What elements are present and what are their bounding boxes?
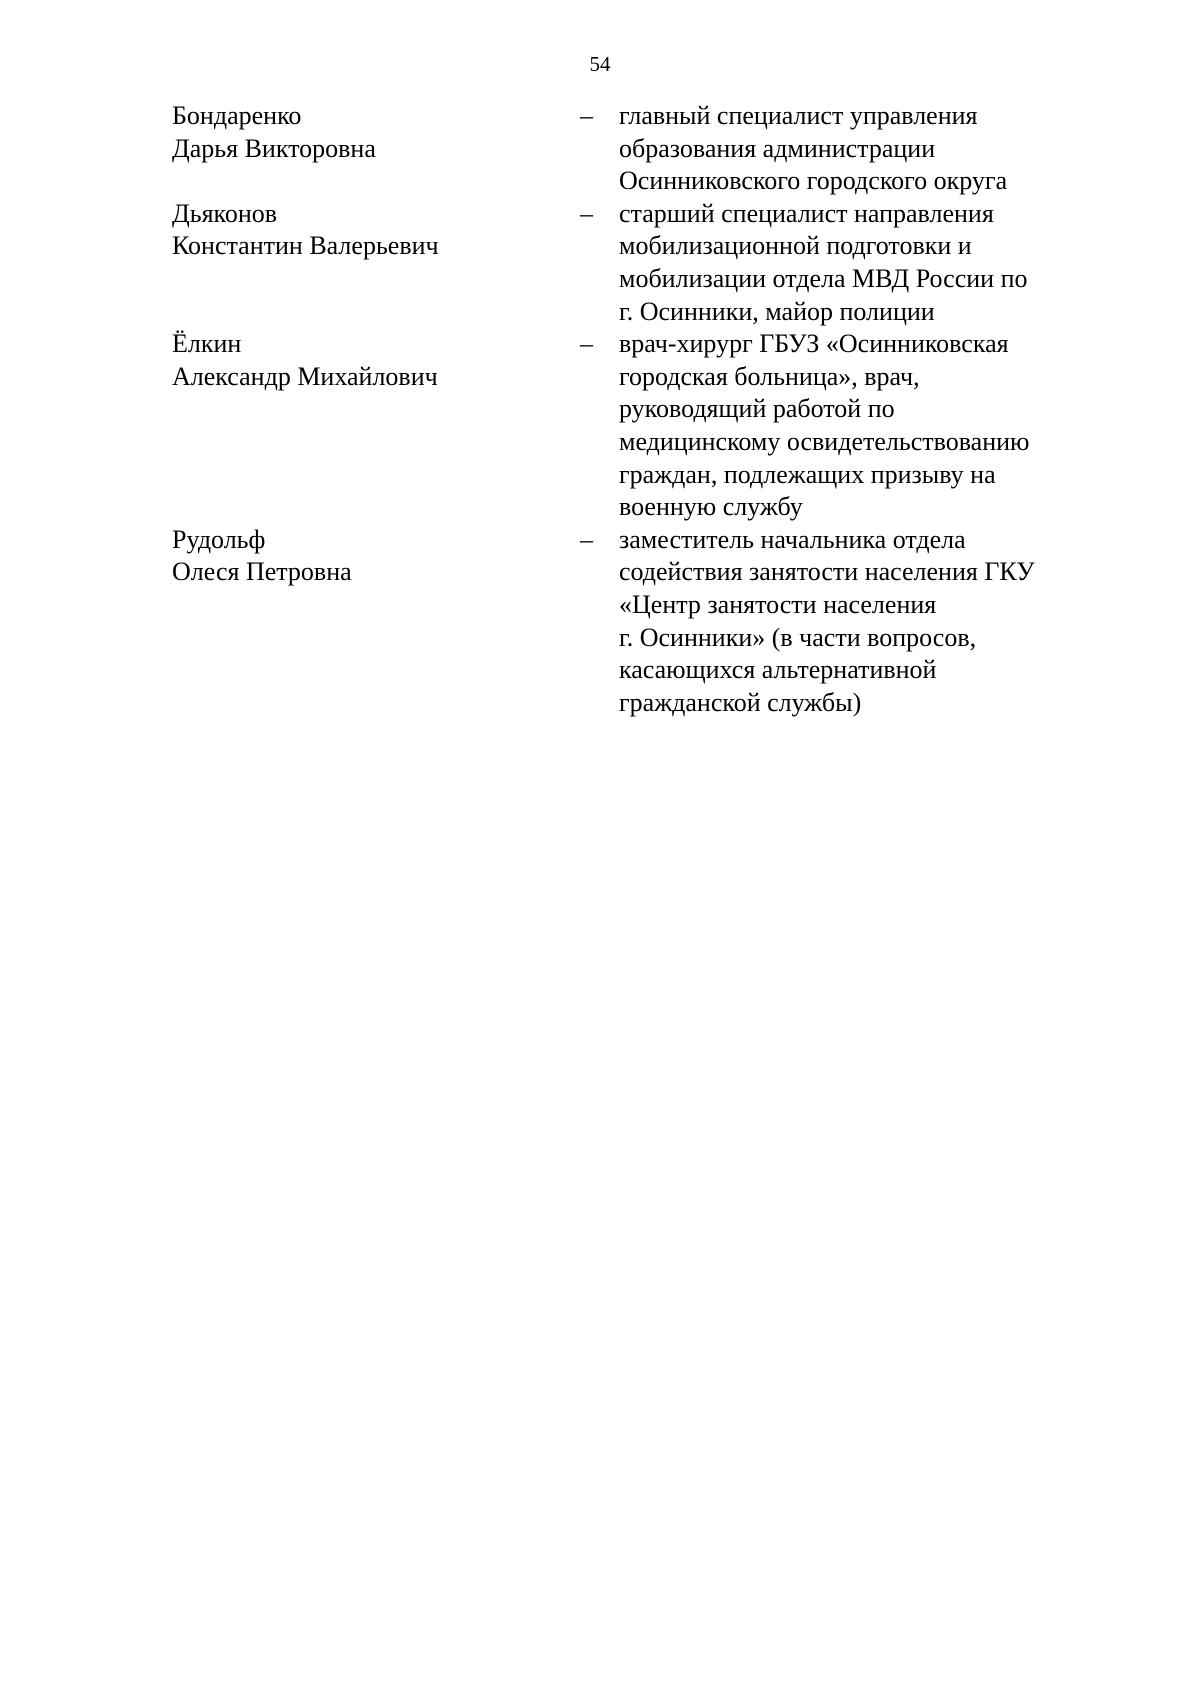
position-line: г. Осинники» (в части вопросов, <box>619 622 977 652</box>
member-name <box>172 100 580 165</box>
position-line: военную службу <box>619 492 803 522</box>
member-entry <box>172 524 1092 720</box>
member-given-names: Константин Валерьевич <box>172 231 439 261</box>
page-number: 54 <box>589 52 611 76</box>
position-line: мобилизации отдела МВД России по <box>619 263 1028 293</box>
position-line: руководящий работой по <box>619 394 895 424</box>
position-line: гражданской службы) <box>619 687 862 717</box>
position-line: медицинскому освидетельствованию <box>619 426 1030 456</box>
position-line: граждан, подлежащих призыву на <box>619 459 996 489</box>
position-line: мобилизационной подготовки и <box>619 231 972 261</box>
position-line: главный специалист управления <box>619 101 978 130</box>
member-name <box>172 524 580 589</box>
position-line: старший специалист направления <box>619 198 994 228</box>
member-list <box>172 100 1092 719</box>
member-name <box>172 328 580 393</box>
entry-dash: – <box>580 524 593 554</box>
member-entry <box>172 328 1092 524</box>
position-line: заместитель начальника отдела <box>619 524 966 554</box>
member-position <box>619 328 1089 524</box>
member-given-names: Олеся Петровна <box>172 557 352 587</box>
entry-dash: – <box>580 198 593 228</box>
member-given-names: Александр Михайлович <box>172 361 438 391</box>
position-line: «Центр занятости населения <box>619 589 937 619</box>
entry-dash: – <box>580 329 593 359</box>
position-line: содействия занятости населения ГКУ <box>619 557 1035 587</box>
member-position <box>619 524 1089 720</box>
member-surname: Рудольф <box>172 524 266 554</box>
position-line: касающихся альтернативной <box>619 655 937 685</box>
member-entry <box>172 198 1092 328</box>
member-given-names: Дарья Викторовна <box>172 133 376 163</box>
member-position <box>619 100 1089 198</box>
entry-dash: – <box>580 101 593 130</box>
position-line: образования администрации <box>619 133 936 163</box>
position-line: г. Осинники, майор полиции <box>619 296 935 326</box>
member-surname: Дьяконов <box>172 198 278 228</box>
member-name <box>172 198 580 263</box>
member-position <box>619 198 1089 328</box>
member-entry <box>172 100 1092 198</box>
position-line: городская больница», врач, <box>619 361 920 391</box>
position-line: врач-хирург ГБУЗ «Осинниковская <box>619 329 1009 359</box>
member-surname: Ёлкин <box>172 329 242 359</box>
member-surname: Бондаренко <box>172 101 302 130</box>
position-line: Осинниковского городского округа <box>619 166 1008 196</box>
